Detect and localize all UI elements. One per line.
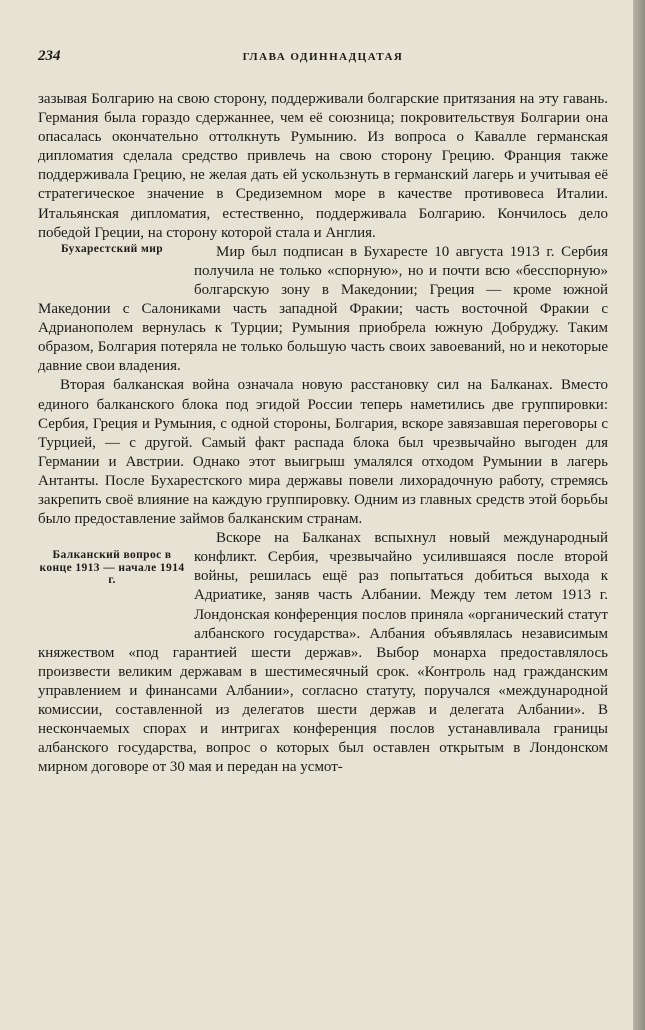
sidenote-balkan: Балканский вопрос в конце 1913 — начале 1914 г. bbox=[39, 549, 185, 587]
paragraph-3: Вторая балканская война означала новую расстановку сил на Балканах. Вместо единого балканского блока под эгидой России теперь наметились две группировки: Сербия, Греция и Румыния, с одной стороны, Болгария, вскоре завязавшая переговоры с Турцией, — с другой. Самый факт распада блока был чрезвычайно выгоден для Германии и Австрии. Однако этот выигрыш умалялся отходом Румынии в лагерь Антанты. После Бухарестского мира державы повели лихорадочную работу, стремясь закрепить своё влияние на каждую группировку. Одним из главных средств этой борьбы было предоставление займов балканским странам. bbox=[38, 377, 608, 528]
sidenote-bucharest: Бухарестский мир bbox=[60, 242, 164, 255]
body-text bbox=[38, 90, 608, 777]
paragraph-2: Мир был подписан в Бухаресте 10 августа 1913 г. Сербия получила не только «спорную», но и почти всю «бесспорную» болгарскую зону в Македонии; Греция — кроме южной Македонии с Салониками часть западной Фракии; часть восточной Фракии с Адрианополем вернулась к Турции; Румыния приобрела южную Добруджу. Таким образом, Болгария потеряла не только большую часть своих завоеваний, но и некоторые давние свои владения. bbox=[38, 243, 608, 375]
paragraph-1: зазывая Болгарию на свою сторону, поддерживали болгарские притязания на эту гавань. Германия была гораздо сдержаннее, чем её союзница; покровительствуя Болгарии она опасалась окончательно оттолкнуть Румынию. Из вопроса о Кавалле германская дипломатия сделала средство привлечь на свою сторону Грецию. Франция также поддерживала Грецию, не желая дать ей ускользнуть в германский лагерь и учитывая её стратегическое значение в Средиземном море в качестве противовеса Италии. Итальянская дипломатия, естественно, поддерживала Болгарию. Кончилось дело победой Греции, на сторону которой стала и Англия. bbox=[38, 91, 608, 241]
page-edge bbox=[633, 0, 645, 1030]
running-head: ГЛАВА ОДИННАДЦАТАЯ bbox=[242, 51, 404, 63]
page-number: 234 bbox=[38, 48, 61, 64]
paragraph-4: Вскоре на Балканах вспыхнул новый международный конфликт. Сербия, чрезвычайно усилившаяся после второй войны, решилась ещё раз попытаться добиться выхода к Адриатике, заняв часть Албании. Между тем летом 1913 г. Лондонская конференция послов приняла «органический статут албанского государства». Албания объявлялась независимым княжеством «под гарантией шести держав». Выбор монарха предоставлялось произвести великим державам в шестимесячный срок. «Контроль над гражданским управлением и финансами Албании», согласно статуту, поручался «международной комиссии, составленной из делегатов шести держав и делегата Албании». В нескончаемых спорах и интригах конференция послов устанавливала границы албанского государства, вопрос о которых был оставлен открытым в Лондонском мирном договоре от 30 мая и передан на усмот- bbox=[38, 530, 608, 776]
